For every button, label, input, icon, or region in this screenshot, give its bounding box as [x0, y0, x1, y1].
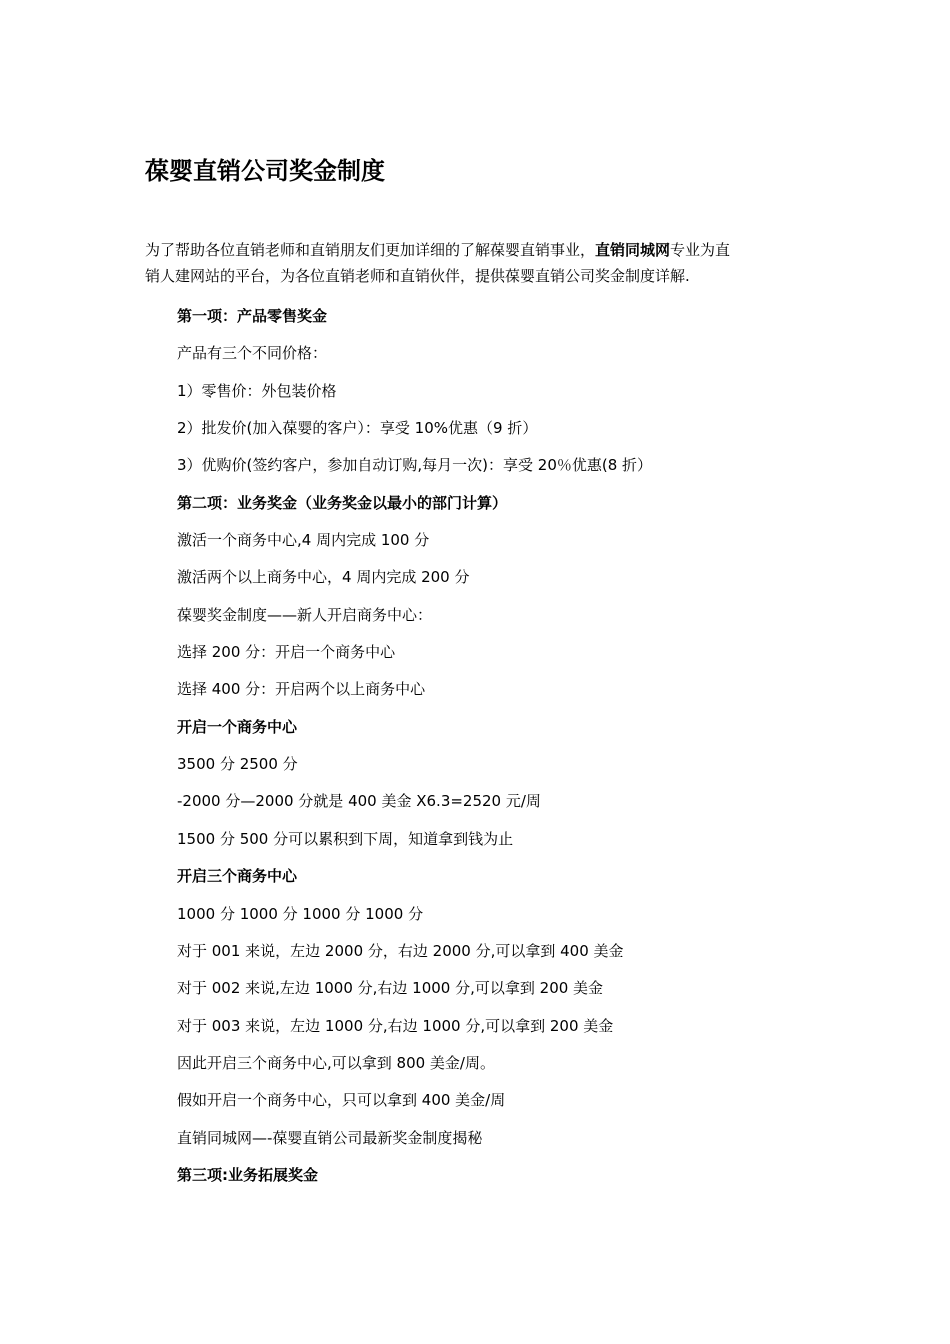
section-heading: 第二项：业务奖金（业务奖金以最小的部门计算） — [177, 493, 508, 512]
body-line: 1500 分 500 分可以累积到下周，知道拿到钱为止 — [177, 829, 514, 848]
body-line: 对于 002 来说,左边 1000 分,右边 1000 分,可以拿到 200 美金 — [177, 979, 604, 998]
body-line: 3）优购价(签约客户，参加自动订购,每月一次)：享受 20％优惠(8 折） — [177, 456, 653, 475]
body-line: 2）批发价(加入葆婴的客户）：享受 10%优惠（9 折） — [177, 419, 538, 438]
document-body — [177, 305, 652, 1201]
intro-line-2: 销人建网站的平台，为各位直销老师和直销伙伴，提供葆婴直销公司奖金制度详解. — [145, 267, 690, 285]
intro-line-1 — [145, 237, 805, 263]
site-name-bold: 直销同城网 — [595, 241, 671, 259]
intro-text-end: 专业为直 — [670, 241, 731, 259]
intro-paragraph — [145, 237, 805, 289]
body-line: 选择 200 分：开启一个商务中心 — [177, 643, 396, 662]
body-line: 对于 001 来说，左边 2000 分，右边 2000 分,可以拿到 400 美金 — [177, 941, 624, 960]
body-line: 激活两个以上商务中心，4 周内完成 200 分 — [177, 568, 470, 587]
body-line: 1）零售价：外包装价格 — [177, 381, 337, 400]
body-line: 直销同城网—-葆婴直销公司最新奖金制度揭秘 — [177, 1128, 483, 1147]
body-line: 3500 分 2500 分 — [177, 755, 298, 774]
section-heading: 开启三个商务中心 — [177, 867, 298, 886]
section-heading: 第一项：产品零售奖金 — [177, 307, 328, 325]
body-line: 葆婴奖金制度——新人开启商务中心： — [177, 605, 433, 624]
section-heading: 开启一个商务中心 — [177, 717, 298, 736]
body-line: 激活一个商务中心,4 周内完成 100 分 — [177, 531, 430, 550]
body-line: 1000 分 1000 分 1000 分 1000 分 — [177, 904, 424, 923]
section-heading: 第三项:业务拓展奖金 — [177, 1165, 318, 1184]
body-line: 产品有三个不同价格： — [177, 344, 328, 363]
body-line: 假如开启一个商务中心，只可以拿到 400 美金/周 — [177, 1091, 506, 1110]
body-line: 因此开启三个商务中心,可以拿到 800 美金/周。 — [177, 1053, 495, 1072]
intro-text-start: 为了帮助各位直销老师和直销朋友们更加详细的了解葆婴直销事业， — [145, 241, 596, 259]
body-line: -2000 分—2000 分就是 400 美金 X6.3=2520 元/周 — [177, 792, 541, 811]
document-title: 葆婴直销公司奖金制度 — [145, 157, 385, 185]
body-line: 对于 003 来说，左边 1000 分,右边 1000 分,可以拿到 200 美金 — [177, 1016, 614, 1035]
body-line: 选择 400 分：开启两个以上商务中心 — [177, 680, 426, 699]
